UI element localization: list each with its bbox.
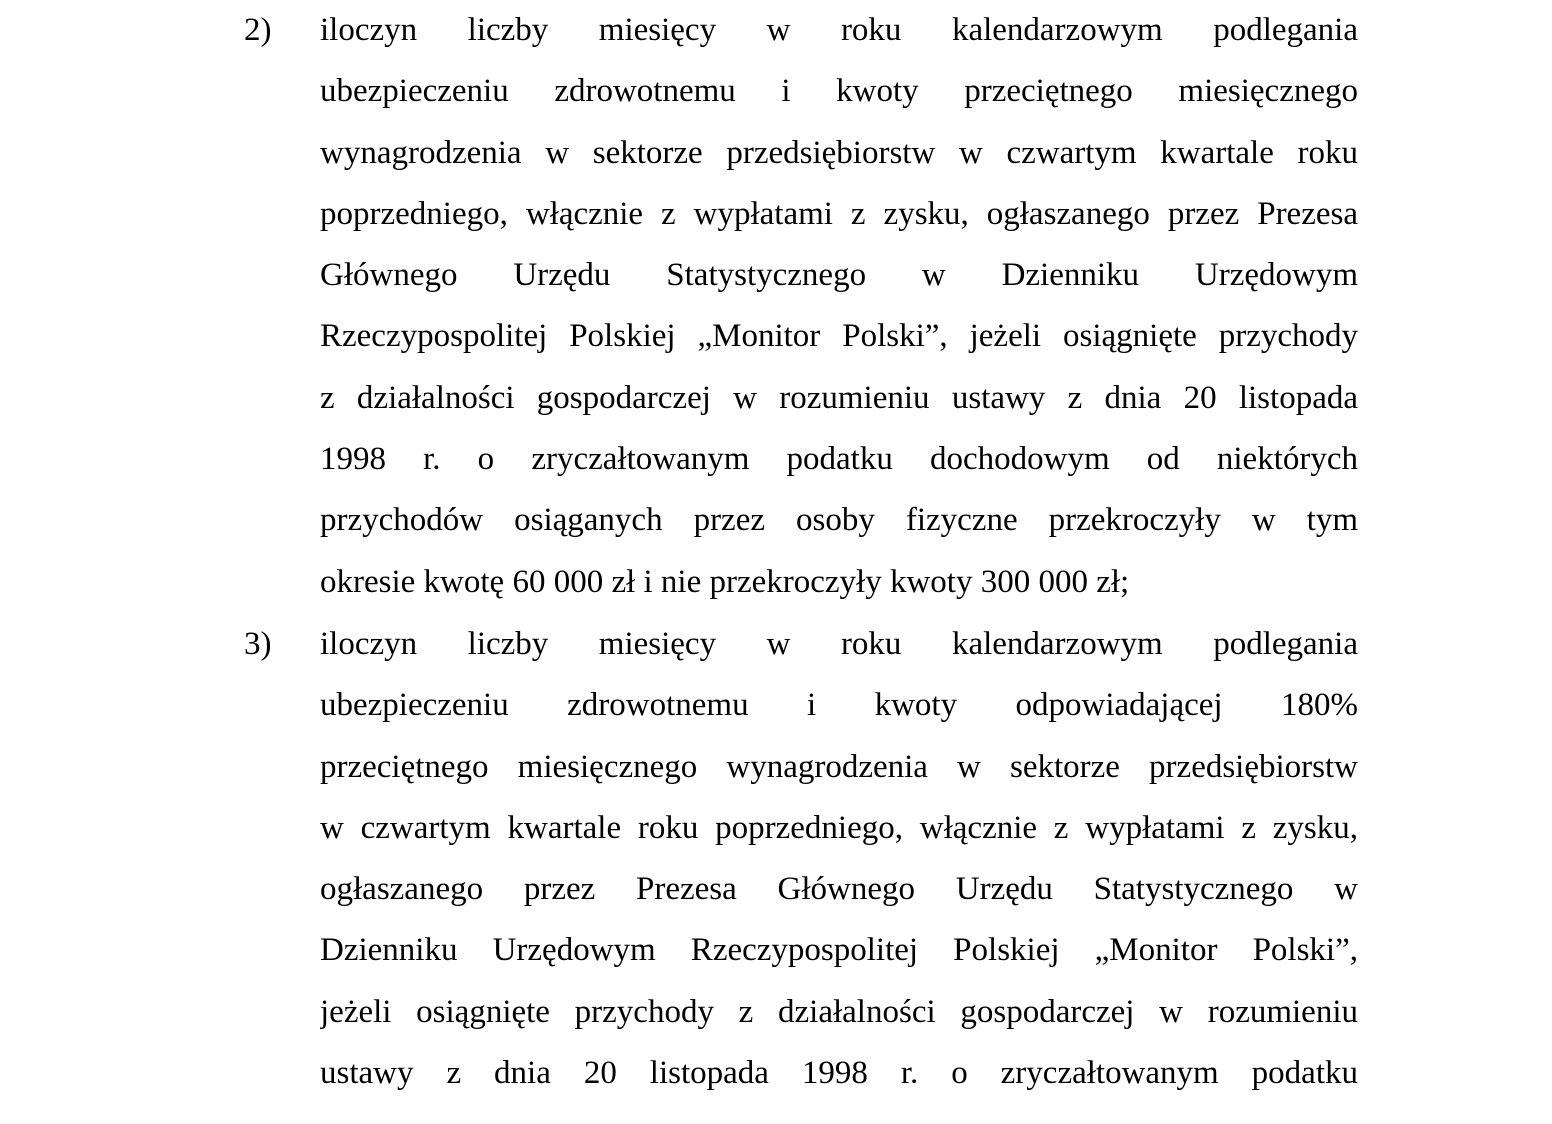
text-line: Rzeczypospolitej Polskiej „Monitor Polski”, jeżeli osiągnięte przychody bbox=[320, 318, 1358, 355]
text-line: ubezpieczeniu zdrowotnemu i kwoty odpowiadającej 180% bbox=[320, 687, 1358, 724]
text-line: ubezpieczeniu zdrowotnemu i kwoty przeciętnego miesięcznego bbox=[320, 73, 1358, 110]
text-line: ustawy z dnia 20 listopada 1998 r. o zryczałtowanym podatku bbox=[320, 1055, 1358, 1092]
text-line: przeciętnego miesięcznego wynagrodzenia w sektorze przedsiębiorstw bbox=[320, 748, 1358, 785]
text-line: w czwartym kwartale roku poprzedniego, włącznie z wypłatami z zysku, bbox=[320, 809, 1358, 846]
text-line: iloczyn liczby miesięcy w roku kalendarzowym podlegania bbox=[320, 12, 1358, 48]
text-line: 1998 r. o zryczałtowanym podatku dochodowym od niektórych bbox=[320, 441, 1358, 478]
text-line: poprzedniego, włącznie z wypłatami z zysku, ogłaszanego przez Prezesa bbox=[320, 195, 1358, 232]
list-item-number: 2) bbox=[244, 12, 272, 48]
text-line: Dzienniku Urzędowym Rzeczypospolitej Polskiej „Monitor Polski”, bbox=[320, 932, 1358, 969]
text-line: Głównego Urzędu Statystycznego w Dzienniku Urzędowym bbox=[320, 257, 1358, 294]
list-item-text bbox=[320, 614, 1358, 1104]
list-item-number: 3) bbox=[244, 626, 272, 662]
text-line: z działalności gospodarczej w rozumieniu ustawy z dnia 20 listopada bbox=[320, 379, 1358, 416]
text-line: okresie kwotę 60 000 zł i nie przekroczyły kwoty 300 000 zł; bbox=[320, 563, 1130, 600]
text-line: przychodów osiąganych przez osoby fizyczne przekroczyły w tym bbox=[320, 502, 1358, 539]
text-line: iloczyn liczby miesięcy w roku kalendarzowym podlegania bbox=[320, 626, 1358, 662]
text-line: jeżeli osiągnięte przychody z działalności gospodarczej w rozumieniu bbox=[320, 993, 1358, 1030]
list-item-text bbox=[320, 0, 1358, 613]
text-line: ogłaszanego przez Prezesa Głównego Urzędu Statystycznego w bbox=[320, 871, 1358, 908]
text-line: wynagrodzenia w sektorze przedsiębiorstw w czwartym kwartale roku bbox=[320, 134, 1358, 171]
